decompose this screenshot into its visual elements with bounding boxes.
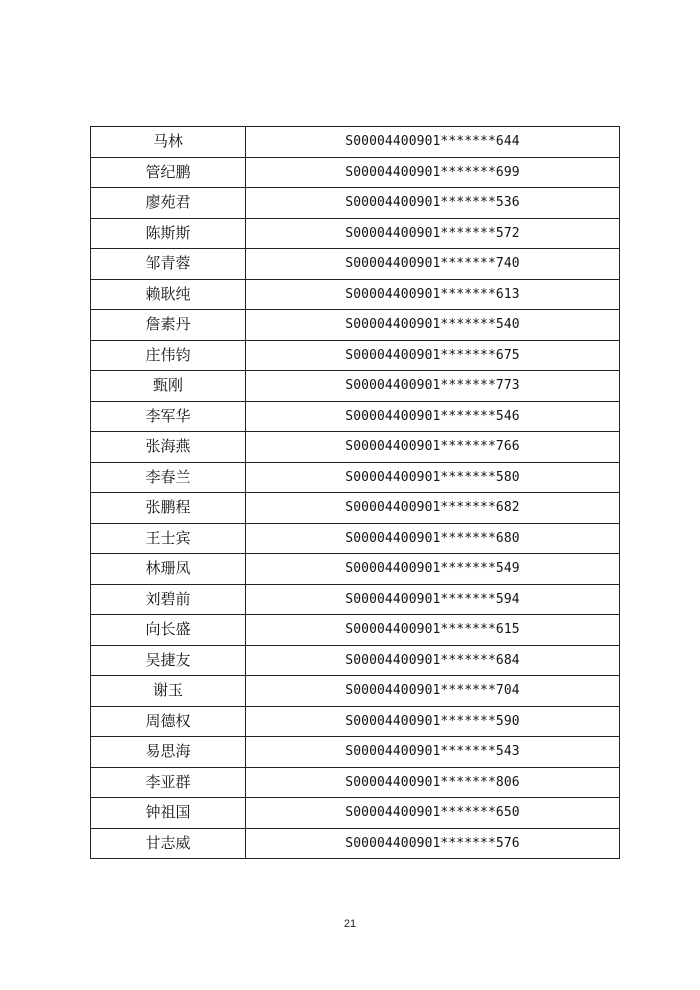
certificate-id-cell: S00004400901*******704	[246, 676, 620, 707]
table-row	[91, 432, 620, 463]
table-row	[91, 218, 620, 249]
table-row	[91, 645, 620, 676]
table-row	[91, 706, 620, 737]
name-cell: 马林	[91, 127, 246, 158]
table-row	[91, 279, 620, 310]
certificate-id-cell: S00004400901*******644	[246, 127, 620, 158]
page-number: 21	[343, 918, 357, 930]
certificate-id-cell: S00004400901*******615	[246, 615, 620, 646]
name-cell: 易思海	[91, 737, 246, 768]
name-cell: 廖苑君	[91, 188, 246, 219]
table-row	[91, 188, 620, 219]
certificate-id-cell: S00004400901*******806	[246, 767, 620, 798]
table-row	[91, 737, 620, 768]
roster-table	[90, 126, 620, 859]
certificate-id-cell: S00004400901*******650	[246, 798, 620, 829]
name-cell: 詹素丹	[91, 310, 246, 341]
table-row	[91, 401, 620, 432]
certificate-id-cell: S00004400901*******680	[246, 523, 620, 554]
certificate-id-cell: S00004400901*******549	[246, 554, 620, 585]
table-row	[91, 249, 620, 280]
name-cell: 陈斯斯	[91, 218, 246, 249]
name-cell: 李亚群	[91, 767, 246, 798]
table-row	[91, 127, 620, 158]
table-row	[91, 584, 620, 615]
certificate-id-cell: S00004400901*******536	[246, 188, 620, 219]
name-cell: 李军华	[91, 401, 246, 432]
name-cell: 王士宾	[91, 523, 246, 554]
table-row	[91, 523, 620, 554]
certificate-id-cell: S00004400901*******572	[246, 218, 620, 249]
certificate-id-cell: S00004400901*******580	[246, 462, 620, 493]
name-cell: 吴捷友	[91, 645, 246, 676]
name-cell: 邹青蓉	[91, 249, 246, 280]
name-cell: 林珊凤	[91, 554, 246, 585]
certificate-id-cell: S00004400901*******740	[246, 249, 620, 280]
table-row	[91, 554, 620, 585]
name-cell: 刘碧前	[91, 584, 246, 615]
table-row	[91, 828, 620, 859]
certificate-id-cell: S00004400901*******576	[246, 828, 620, 859]
certificate-id-cell: S00004400901*******773	[246, 371, 620, 402]
certificate-id-cell: S00004400901*******684	[246, 645, 620, 676]
name-cell: 周德权	[91, 706, 246, 737]
table-row	[91, 157, 620, 188]
name-cell: 向长盛	[91, 615, 246, 646]
name-cell: 张鹏程	[91, 493, 246, 524]
certificate-id-cell: S00004400901*******682	[246, 493, 620, 524]
table-row	[91, 371, 620, 402]
name-cell: 庄伟钧	[91, 340, 246, 371]
name-cell: 赖耿纯	[91, 279, 246, 310]
table-row	[91, 767, 620, 798]
certificate-id-cell: S00004400901*******543	[246, 737, 620, 768]
certificate-id-cell: S00004400901*******590	[246, 706, 620, 737]
table-row	[91, 615, 620, 646]
certificate-id-cell: S00004400901*******613	[246, 279, 620, 310]
name-cell: 钟祖国	[91, 798, 246, 829]
certificate-id-cell: S00004400901*******540	[246, 310, 620, 341]
certificate-id-cell: S00004400901*******546	[246, 401, 620, 432]
roster-table-body	[91, 127, 620, 859]
table-row	[91, 462, 620, 493]
certificate-id-cell: S00004400901*******675	[246, 340, 620, 371]
certificate-id-cell: S00004400901*******699	[246, 157, 620, 188]
certificate-id-cell: S00004400901*******594	[246, 584, 620, 615]
name-cell: 甘志威	[91, 828, 246, 859]
name-cell: 张海燕	[91, 432, 246, 463]
certificate-id-cell: S00004400901*******766	[246, 432, 620, 463]
table-row	[91, 310, 620, 341]
table-row	[91, 798, 620, 829]
name-cell: 管纪鹏	[91, 157, 246, 188]
table-row	[91, 676, 620, 707]
table-row	[91, 493, 620, 524]
name-cell: 李春兰	[91, 462, 246, 493]
table-row	[91, 340, 620, 371]
name-cell: 甄刚	[91, 371, 246, 402]
name-cell: 谢玉	[91, 676, 246, 707]
